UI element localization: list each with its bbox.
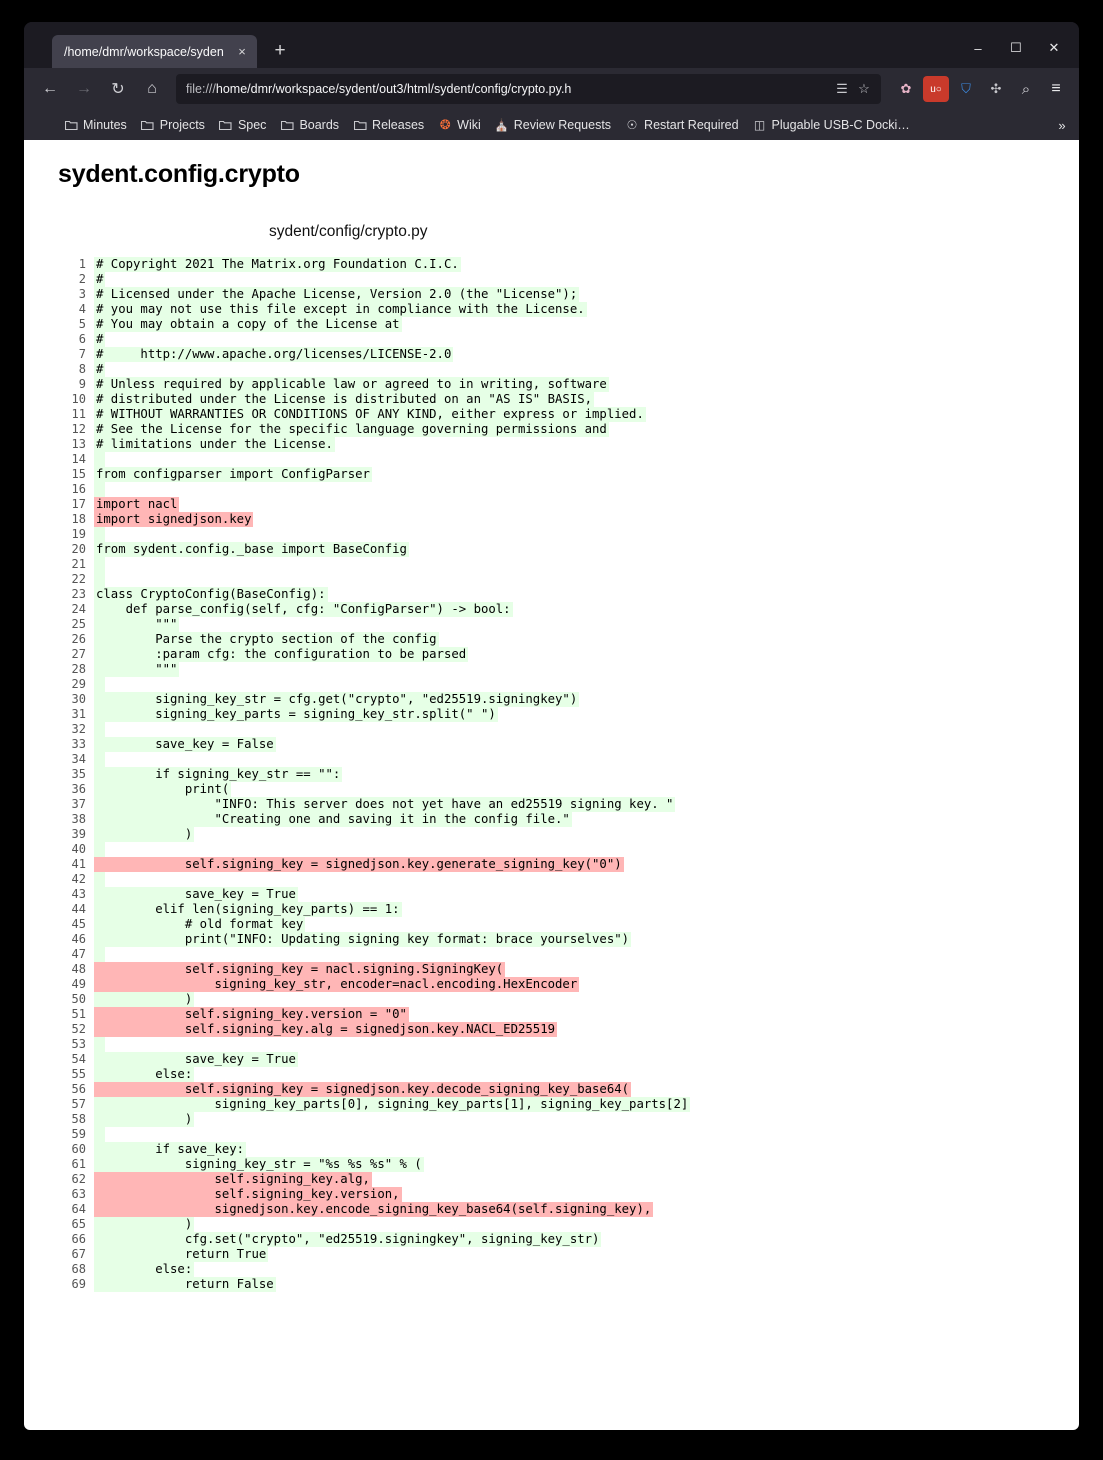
address-bar[interactable] xyxy=(176,74,881,104)
code-text: cfg.set("crypto", "ed25519.signingkey", signing_key_str) xyxy=(96,1232,600,1246)
line-number: 44 xyxy=(71,902,86,916)
code-text xyxy=(94,677,105,692)
line-number: 7 xyxy=(78,347,86,361)
extension-icons xyxy=(889,76,1069,102)
code-line xyxy=(58,377,1079,392)
line-number: 30 xyxy=(71,692,86,706)
code-text: # Unless required by applicable law or agreed to in writing, software xyxy=(96,377,607,391)
line-number: 56 xyxy=(71,1082,86,1096)
code-text: save_key = True xyxy=(96,1052,296,1066)
code-text: signedjson.key.encode_signing_key_base64(self.signing_key), xyxy=(96,1202,652,1216)
line-number: 10 xyxy=(71,392,86,406)
line-number: 22 xyxy=(71,572,86,586)
minimize-icon[interactable]: – xyxy=(974,40,982,56)
code-line xyxy=(58,332,1079,347)
code-line xyxy=(58,512,1079,527)
code-text xyxy=(94,527,105,542)
line-number: 52 xyxy=(71,1022,86,1036)
code-text xyxy=(94,722,105,737)
bitwarden-icon[interactable]: ⛉ xyxy=(961,81,971,96)
code-line xyxy=(58,752,1079,767)
code-line xyxy=(58,572,1079,587)
code-text: # distributed under the License is distributed on an "AS IS" BASIS, xyxy=(96,392,593,406)
code-text: # you may not use this file except in compliance with the License. xyxy=(96,302,585,316)
line-number: 59 xyxy=(71,1127,86,1141)
code-line xyxy=(58,542,1079,557)
code-line xyxy=(58,1232,1079,1247)
new-tab-button[interactable]: + xyxy=(274,40,286,61)
code-text: signing_key_parts[0], signing_key_parts[1], signing_key_parts[2] xyxy=(96,1097,689,1111)
line-number: 53 xyxy=(71,1037,86,1051)
line-number: 34 xyxy=(71,752,86,766)
line-number: 20 xyxy=(71,542,86,556)
bookmark-label: Review Requests xyxy=(513,118,612,132)
folder-icon xyxy=(280,118,294,132)
line-number: 11 xyxy=(71,407,86,421)
code-line xyxy=(58,452,1079,467)
line-number: 14 xyxy=(71,452,86,466)
code-text: ) xyxy=(96,992,193,1006)
code-line xyxy=(58,1247,1079,1262)
code-text: Parse the crypto section of the config xyxy=(96,632,437,646)
code-line xyxy=(58,482,1079,497)
bookmark-label: Minutes xyxy=(83,118,127,132)
code-text: save_key = True xyxy=(96,887,296,901)
code-text: return True xyxy=(96,1247,267,1261)
code-text: signing_key_parts = signing_key_str.split(" ") xyxy=(96,707,496,721)
code-line xyxy=(58,692,1079,707)
code-line xyxy=(58,872,1079,887)
bookmark-item-review-requests[interactable] xyxy=(489,115,617,135)
bookmark-item-releases[interactable] xyxy=(347,115,430,135)
code-line xyxy=(58,887,1079,902)
code-text: # xyxy=(96,272,104,286)
code-text: # limitations under the License. xyxy=(96,437,333,451)
app-menu-icon[interactable]: ≡ xyxy=(1051,80,1061,97)
bookmarks-toolbar xyxy=(24,110,1079,140)
line-number: 39 xyxy=(71,827,86,841)
code-line xyxy=(58,857,1079,872)
maximize-icon[interactable]: ☐ xyxy=(1010,40,1022,55)
code-line xyxy=(58,422,1079,437)
code-text: if signing_key_str == "": xyxy=(96,767,341,781)
code-text: else: xyxy=(96,1067,193,1081)
code-line xyxy=(58,347,1079,362)
code-line xyxy=(58,1052,1079,1067)
code-text: "Creating one and saving it in the config file." xyxy=(96,812,570,826)
code-line xyxy=(58,782,1079,797)
code-line xyxy=(58,527,1079,542)
code-text: import nacl xyxy=(96,497,178,511)
bookmark-item-plugable-dock[interactable] xyxy=(747,115,916,135)
code-text: elif len(signing_key_parts) == 1: xyxy=(96,902,400,916)
line-number: 21 xyxy=(71,557,86,571)
line-number: 64 xyxy=(71,1202,86,1216)
page-content xyxy=(24,140,1079,1430)
code-line xyxy=(58,962,1079,977)
bookmark-item-boards[interactable] xyxy=(274,115,345,135)
code-text: if save_key: xyxy=(96,1142,245,1156)
code-line xyxy=(58,932,1079,947)
code-text: self.signing_key = signedjson.key.decode_signing_key_base64( xyxy=(96,1082,630,1096)
code-text: signing_key_str = cfg.get("crypto", "ed25519.signingkey") xyxy=(96,692,578,706)
line-number: 38 xyxy=(71,812,86,826)
code-text: class CryptoConfig(BaseConfig): xyxy=(96,587,326,601)
line-number: 3 xyxy=(78,287,86,301)
code-line xyxy=(58,362,1079,377)
line-number: 41 xyxy=(71,857,86,871)
tab-strip xyxy=(24,22,1079,68)
navigation-toolbar xyxy=(24,68,1079,110)
code-text: save_key = False xyxy=(96,737,274,751)
code-text: print( xyxy=(96,782,230,796)
line-number: 9 xyxy=(78,377,86,391)
bookmark-item-wiki[interactable] xyxy=(432,115,487,135)
folder-icon xyxy=(141,118,155,132)
code-line xyxy=(58,317,1079,332)
line-number: 42 xyxy=(71,872,86,886)
line-number: 50 xyxy=(71,992,86,1006)
code-text: self.signing_key = signedjson.key.generate_signing_key("0") xyxy=(96,857,622,871)
url-text: home/dmr/workspace/sydent/out3/html/sydent/config/crypto.py.h xyxy=(215,82,572,96)
code-text xyxy=(94,752,105,767)
line-number: 48 xyxy=(71,962,86,976)
code-text xyxy=(94,1037,105,1052)
code-line xyxy=(58,617,1079,632)
bookmarks-overflow-icon[interactable]: » xyxy=(1051,114,1073,136)
code-text: self.signing_key.alg = signedjson.key.NACL_ED25519 xyxy=(96,1022,556,1036)
code-text: self.signing_key.version, xyxy=(96,1187,400,1201)
code-line xyxy=(58,917,1079,932)
close-icon[interactable]: × xyxy=(238,43,246,59)
code-line xyxy=(58,257,1079,272)
line-number: 5 xyxy=(78,317,86,331)
reload-icon[interactable]: ↻ xyxy=(111,81,125,98)
back-icon[interactable]: ← xyxy=(42,80,58,97)
code-line xyxy=(58,1142,1079,1157)
code-text: ) xyxy=(96,827,193,841)
code-text xyxy=(94,452,105,467)
line-number: 32 xyxy=(71,722,86,736)
code-line xyxy=(58,632,1079,647)
code-line xyxy=(58,407,1079,422)
bookmark-label: Projects xyxy=(159,118,205,132)
code-text: signing_key_str = "%s %s %s" % ( xyxy=(96,1157,422,1171)
close-window-icon[interactable]: ✕ xyxy=(1048,40,1060,55)
code-line xyxy=(58,1067,1079,1082)
tab-title: /home/dmr/workspace/syden xyxy=(64,44,224,59)
folder-icon xyxy=(353,118,367,132)
code-line xyxy=(58,797,1079,812)
folder-icon xyxy=(219,118,233,132)
bookmark-item-spec[interactable] xyxy=(213,115,273,135)
line-number: 54 xyxy=(71,1052,86,1066)
line-number: 26 xyxy=(71,632,86,646)
code-line xyxy=(58,1187,1079,1202)
line-number: 63 xyxy=(71,1187,86,1201)
code-text: import signedjson.key xyxy=(96,512,252,526)
line-number: 27 xyxy=(71,647,86,661)
line-number: 15 xyxy=(71,467,86,481)
bookmark-label: Restart Required xyxy=(644,118,739,132)
code-text: :param cfg: the configuration to be parsed xyxy=(96,647,467,661)
line-number: 33 xyxy=(71,737,86,751)
code-line xyxy=(58,1097,1079,1112)
line-number: 40 xyxy=(71,842,86,856)
browser-tab[interactable] xyxy=(52,35,257,68)
code-line xyxy=(58,947,1079,962)
code-line xyxy=(58,1127,1079,1142)
window-controls xyxy=(963,35,1069,61)
code-line xyxy=(58,722,1079,737)
code-text xyxy=(94,872,105,887)
line-number: 62 xyxy=(71,1172,86,1186)
code-text: "INFO: This server does not yet have an ed25519 signing key. " xyxy=(96,797,674,811)
page-title: sydent.config.crypto xyxy=(58,160,300,188)
github-icon: ⛪ xyxy=(494,118,510,132)
code-text: self.signing_key = nacl.signing.SigningKey( xyxy=(96,962,504,976)
line-number: 12 xyxy=(71,422,86,436)
code-text: # WITHOUT WARRANTIES OR CONDITIONS OF ANY KIND, either express or implied. xyxy=(96,407,644,421)
code-line xyxy=(58,272,1079,287)
code-line xyxy=(58,1112,1079,1127)
line-number: 4 xyxy=(78,302,86,316)
folder-icon xyxy=(64,118,78,132)
code-line xyxy=(58,1172,1079,1187)
code-text: # xyxy=(96,362,104,376)
code-line xyxy=(58,662,1079,677)
code-line xyxy=(58,1202,1079,1217)
line-number: 24 xyxy=(71,602,86,616)
globe-icon: ☉ xyxy=(626,118,638,132)
book-icon: ◫ xyxy=(753,118,766,132)
code-text xyxy=(94,557,105,572)
code-text: print("INFO: Updating signing key format: brace yourselves") xyxy=(96,932,630,946)
code-line xyxy=(58,497,1079,512)
line-number: 58 xyxy=(71,1112,86,1126)
line-number: 17 xyxy=(71,497,86,511)
line-number: 16 xyxy=(71,482,86,496)
bookmark-item-restart-required[interactable] xyxy=(619,115,745,135)
code-text xyxy=(94,482,105,497)
code-text: """ xyxy=(96,662,178,676)
code-line xyxy=(58,437,1079,452)
code-text: def parse_config(self, cfg: "ConfigParser") -> bool: xyxy=(96,602,511,616)
bookmark-label: Plugable USB-C Docki… xyxy=(771,118,910,132)
forward-icon[interactable]: → xyxy=(76,80,92,97)
code-text: # old format key xyxy=(96,917,304,931)
code-line xyxy=(58,602,1079,617)
pocket-icon[interactable]: ✿ xyxy=(900,81,912,96)
code-text: # Licensed under the Apache License, Version 2.0 (the "License"); xyxy=(96,287,578,301)
code-text xyxy=(94,572,105,587)
code-text: signing_key_str, encoder=nacl.encoding.HexEncoder xyxy=(96,977,578,991)
code-text xyxy=(94,1127,105,1142)
line-number: 45 xyxy=(71,917,86,931)
code-text: else: xyxy=(96,1262,193,1276)
code-line xyxy=(58,812,1079,827)
code-text: # http://www.apache.org/licenses/LICENSE-2.0 xyxy=(96,347,452,361)
code-line xyxy=(58,1007,1079,1022)
file-path-caption: sydent/config/crypto.py xyxy=(269,223,428,240)
code-line xyxy=(58,992,1079,1007)
diff-code-listing xyxy=(58,257,1079,1292)
code-line xyxy=(58,737,1079,752)
bookmark-item-projects[interactable] xyxy=(135,115,211,135)
code-text: from configparser import ConfigParser xyxy=(96,467,370,481)
code-text: self.signing_key.version = "0" xyxy=(96,1007,407,1021)
reader-view-icon[interactable]: ☰ xyxy=(836,81,848,96)
line-number: 67 xyxy=(71,1247,86,1261)
code-text: # xyxy=(96,332,104,346)
line-number: 47 xyxy=(71,947,86,961)
code-line xyxy=(58,1277,1079,1292)
code-text: return False xyxy=(96,1277,274,1291)
line-number: 18 xyxy=(71,512,86,526)
line-number: 25 xyxy=(71,617,86,631)
line-number: 46 xyxy=(71,932,86,946)
line-number: 8 xyxy=(78,362,86,376)
container-icon[interactable]: ✣ xyxy=(990,81,1002,96)
code-text: # See the License for the specific language governing permissions and xyxy=(96,422,607,436)
bookmark-label: Boards xyxy=(299,118,340,132)
url-scheme: file:/// xyxy=(186,82,216,96)
code-line xyxy=(58,842,1079,857)
line-number: 37 xyxy=(71,797,86,811)
line-number: 60 xyxy=(71,1142,86,1156)
code-text: """ xyxy=(96,617,178,631)
line-number: 28 xyxy=(71,662,86,676)
code-line xyxy=(58,1022,1079,1037)
line-number: 23 xyxy=(71,587,86,601)
line-number: 66 xyxy=(71,1232,86,1246)
line-number: 2 xyxy=(78,272,86,286)
line-number: 57 xyxy=(71,1097,86,1111)
code-line xyxy=(58,587,1079,602)
code-line xyxy=(58,1082,1079,1097)
code-text: self.signing_key.alg, xyxy=(96,1172,370,1186)
bookmark-label: Wiki xyxy=(457,118,481,132)
search-icon[interactable]: ⌕ xyxy=(1021,80,1031,98)
line-number: 1 xyxy=(78,257,86,271)
line-number: 6 xyxy=(78,332,86,346)
browser-window xyxy=(24,22,1079,1430)
code-line xyxy=(58,677,1079,692)
ublock-icon[interactable]: u○ xyxy=(923,76,949,102)
line-number: 55 xyxy=(71,1067,86,1081)
code-text xyxy=(94,947,105,962)
code-line xyxy=(58,1262,1079,1277)
code-line xyxy=(58,557,1079,572)
code-line xyxy=(58,647,1079,662)
code-text: ) xyxy=(96,1217,193,1231)
code-text xyxy=(94,842,105,857)
code-text: # You may obtain a copy of the License at xyxy=(96,317,400,331)
code-text: from sydent.config._base import BaseConfig xyxy=(96,542,407,556)
line-number: 68 xyxy=(71,1262,86,1276)
line-number: 35 xyxy=(71,767,86,781)
code-line xyxy=(58,902,1079,917)
line-number: 36 xyxy=(71,782,86,796)
line-number: 29 xyxy=(71,677,86,691)
code-line xyxy=(58,977,1079,992)
line-number: 43 xyxy=(71,887,86,901)
code-text: # Copyright 2021 The Matrix.org Foundation C.I.C. xyxy=(96,257,459,271)
bookmark-label: Releases xyxy=(372,118,425,132)
line-number: 65 xyxy=(71,1217,86,1231)
line-number: 69 xyxy=(71,1277,86,1291)
code-line xyxy=(58,287,1079,302)
bookmark-star-icon[interactable]: ☆ xyxy=(858,81,870,96)
line-number: 61 xyxy=(71,1157,86,1171)
code-line xyxy=(58,392,1079,407)
code-line xyxy=(58,1217,1079,1232)
bookmark-label: Spec xyxy=(237,118,267,132)
code-line xyxy=(58,827,1079,842)
line-number: 31 xyxy=(71,707,86,721)
code-line xyxy=(58,1037,1079,1052)
code-text: ) xyxy=(96,1112,193,1126)
code-line xyxy=(58,467,1079,482)
code-line xyxy=(58,302,1079,317)
code-line xyxy=(58,767,1079,782)
line-number: 13 xyxy=(71,437,86,451)
line-number: 49 xyxy=(71,977,86,991)
firefox-icon: ❂ xyxy=(439,117,451,132)
bookmark-item-minutes[interactable] xyxy=(58,115,133,135)
code-line xyxy=(58,707,1079,722)
home-icon[interactable]: ⌂ xyxy=(147,80,157,97)
line-number: 19 xyxy=(71,527,86,541)
code-line xyxy=(58,1157,1079,1172)
line-number: 51 xyxy=(71,1007,86,1021)
